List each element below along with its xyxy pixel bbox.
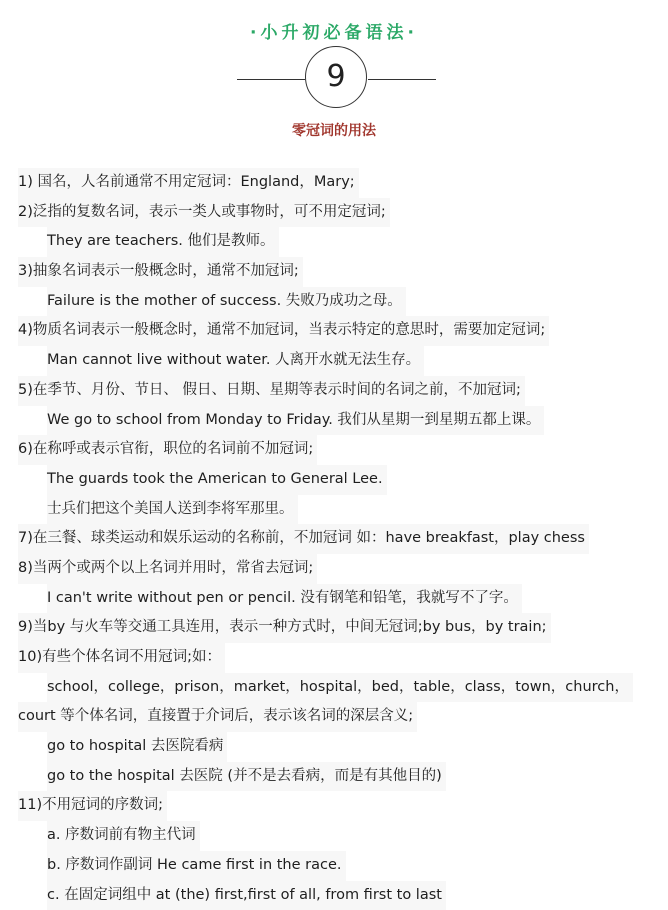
line-text: 2)泛指的复数名词，表示一类人或事物时，可不用定冠词; (18, 198, 390, 228)
line-text: 9)当by 与火车等交通工具连用，表示一种方式时，中间无冠词;by bus，by train; (18, 613, 551, 643)
line-text: The guards took the American to General Lee. (47, 465, 387, 495)
rule-line (0, 257, 668, 287)
line-text: 6)在称呼或表示官衔，职位的名词前不加冠词; (18, 435, 317, 465)
line-text: b. 序数词作副词 He came first in the race. (47, 851, 346, 881)
rule-line (0, 613, 668, 643)
example-line (0, 584, 668, 614)
line-text: 士兵们把这个美国人送到李将军那里。 (47, 495, 298, 525)
line-text: We go to school from Monday to Friday. 我们从星期一到星期五都上课。 (47, 406, 544, 436)
grammar-content (0, 168, 668, 910)
number-badge: 9 (305, 46, 367, 108)
example-line (0, 346, 668, 376)
series-title: ·小升初必备语法· (0, 18, 668, 43)
rule-line (0, 791, 668, 821)
line-text: 11)不用冠词的序数词; (18, 791, 167, 821)
rule-line (0, 376, 668, 406)
example-line (0, 287, 668, 317)
rule-line (0, 702, 668, 732)
line-text: 4)物质名词表示一般概念时，通常不加冠词，当表示特定的意思时，需要加定冠词; (18, 316, 549, 346)
number-rule-right (368, 79, 436, 80)
line-text: They are teachers. 他们是教师。 (47, 227, 279, 257)
line-text: a. 序数词前有物主代词 (47, 821, 200, 851)
example-line (0, 762, 668, 792)
line-text: c. 在固定词组中 at (the) first,first of all, from first to last (47, 881, 446, 910)
line-text: 10)有些个体名词不用冠词;如： (18, 643, 225, 673)
line-text: Failure is the mother of success. 失败乃成功之母。 (47, 287, 406, 317)
line-text: 1) 国名，人名前通常不用定冠词：England，Mary; (18, 168, 359, 198)
example-line (0, 495, 668, 525)
line-text: 7)在三餐、球类运动和娱乐运动的名称前，不加冠词 如：have breakfast，play chess (18, 524, 589, 554)
rule-line (0, 524, 668, 554)
rule-line (0, 168, 668, 198)
line-text: court 等个体名词，直接置于介词后，表示该名词的深层含义; (18, 702, 417, 732)
rule-line (0, 198, 668, 228)
line-text: 8)当两个或两个以上名词并用时，常省去冠词; (18, 554, 317, 584)
rule-line (0, 643, 668, 673)
example-line (0, 465, 668, 495)
line-text: go to the hospital 去医院 (并不是去看病，而是有其他目的) (47, 762, 446, 792)
example-line (0, 227, 668, 257)
rule-line (0, 435, 668, 465)
number-rule-left (237, 79, 305, 80)
example-line (0, 732, 668, 762)
line-text: Man cannot live without water. 人离开水就无法生存。 (47, 346, 424, 376)
example-line (0, 673, 668, 703)
line-text: 3)抽象名词表示一般概念时，通常不加冠词; (18, 257, 303, 287)
line-text: go to hospital 去医院看病 (47, 732, 227, 762)
rule-line (0, 316, 668, 346)
example-line (0, 851, 668, 881)
line-text: 5)在季节、月份、节日、 假日、日期、星期等表示时间的名词之前，不加冠词; (18, 376, 525, 406)
example-line (0, 881, 668, 910)
page-subtitle: 零冠词的用法 (0, 120, 668, 140)
line-text: I can't write without pen or pencil. 没有钢笔和铅笔，我就写不了字。 (47, 584, 522, 614)
line-text: school，college，prison，market，hospital，bed，table，class，town，church， (47, 673, 633, 703)
rule-line (0, 554, 668, 584)
example-line (0, 406, 668, 436)
example-line (0, 821, 668, 851)
